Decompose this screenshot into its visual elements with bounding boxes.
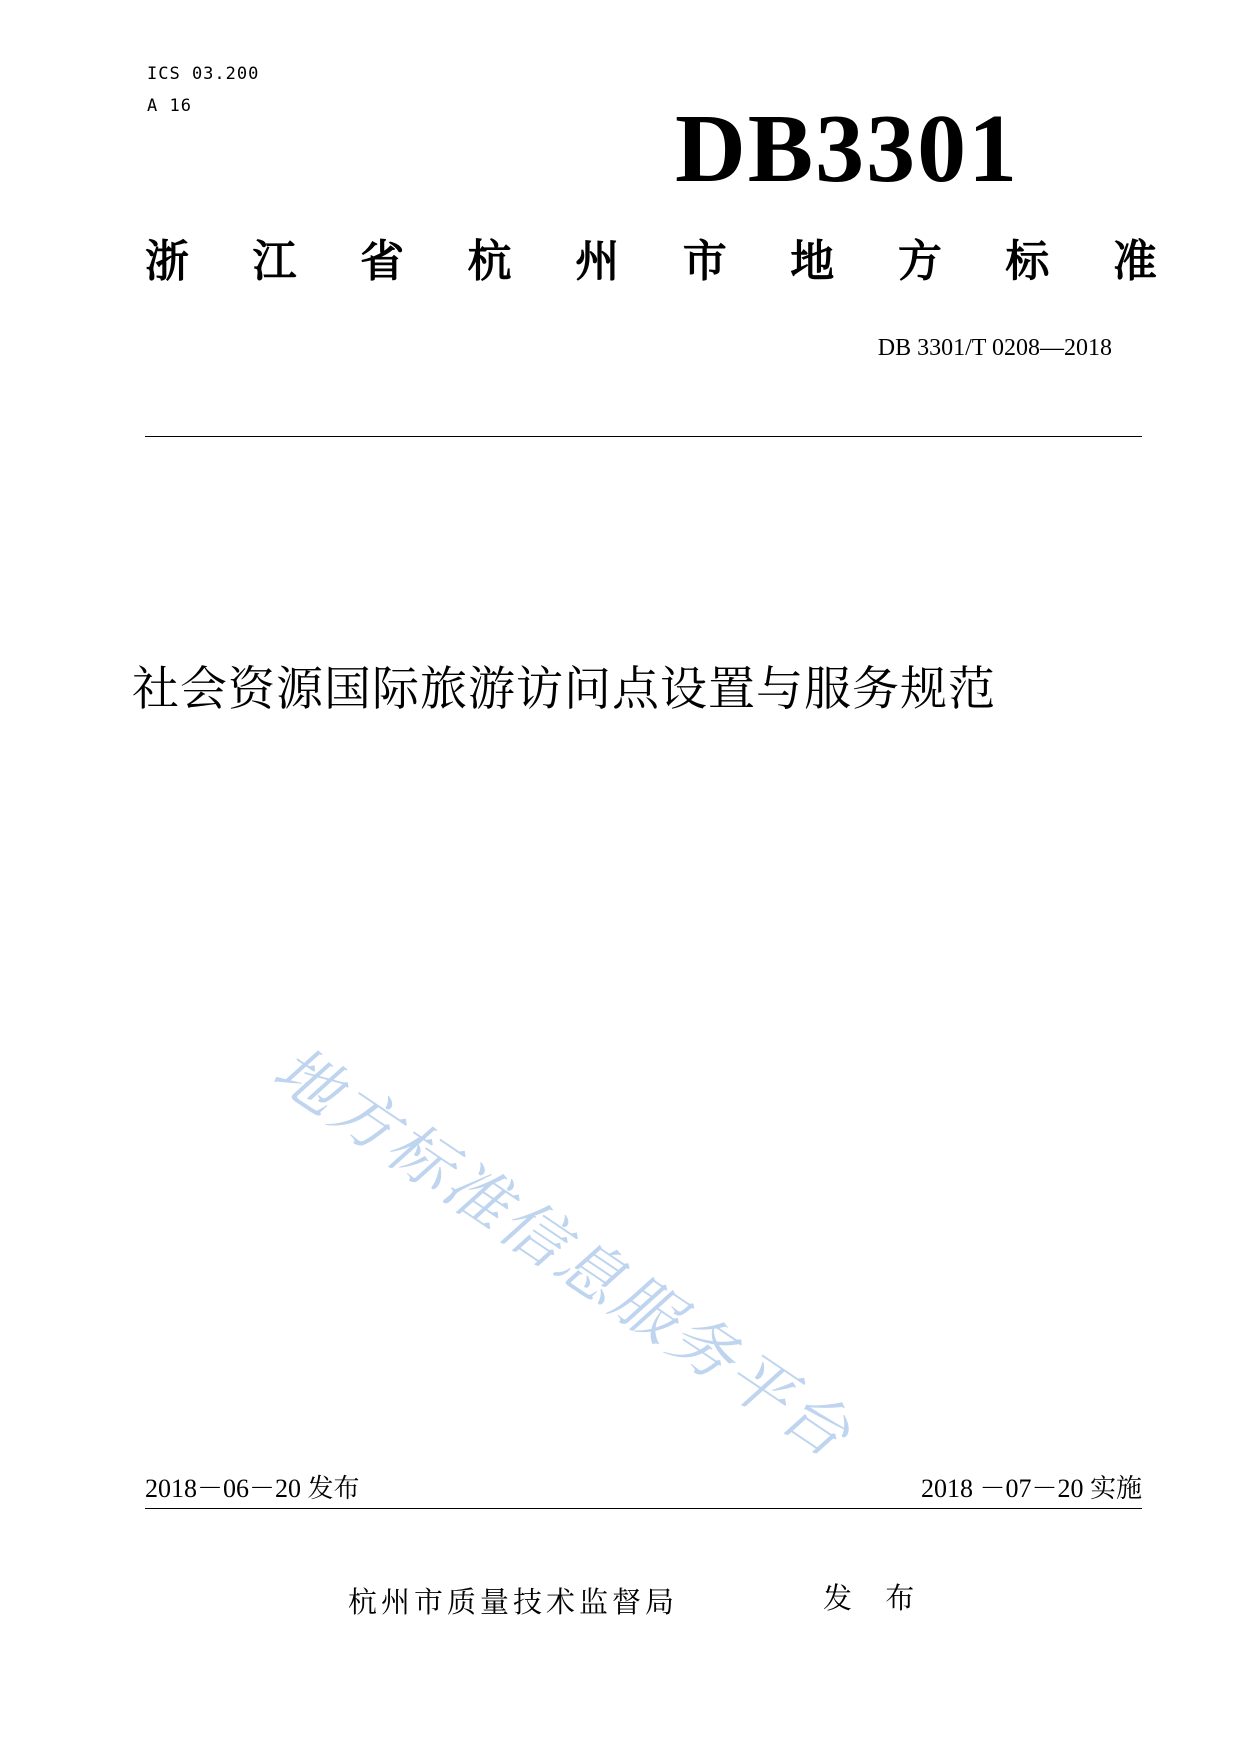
ics-code: ICS 03.200: [147, 64, 260, 84]
standard-type-heading: [145, 236, 1157, 287]
bottom-divider: [145, 1508, 1142, 1509]
document-title: 社会资源国际旅游访问点设置与服务规范: [132, 662, 996, 717]
standard-type-char: 杭: [467, 236, 512, 287]
issue-date: 2018－06－20 发布: [145, 1474, 360, 1503]
standard-type-char: 方: [897, 236, 942, 287]
standard-type-char: 省: [360, 236, 405, 287]
standard-type-char: 江: [252, 236, 297, 287]
standard-number: DB 3301/T 0208—2018: [877, 335, 1112, 361]
standard-type-char: 标: [1005, 236, 1050, 287]
classification-code: A 16: [147, 96, 192, 116]
watermark: 地方标准信息服务平台: [260, 1032, 866, 1475]
implementation-date: 2018 －07－20 实施: [920, 1474, 1142, 1503]
top-divider: [145, 436, 1142, 437]
standard-type-char: 州: [575, 236, 620, 287]
issuing-organization: 杭州市质量技术监督局: [348, 1585, 679, 1619]
standard-type-char: 浙: [145, 236, 189, 287]
standard-type-char: 准: [1112, 236, 1157, 287]
standard-code-logo: DB3301: [675, 95, 1020, 203]
issue-label: 发 布: [823, 1581, 927, 1615]
standard-type-char: 市: [682, 236, 727, 287]
standard-type-char: 地: [790, 236, 835, 287]
